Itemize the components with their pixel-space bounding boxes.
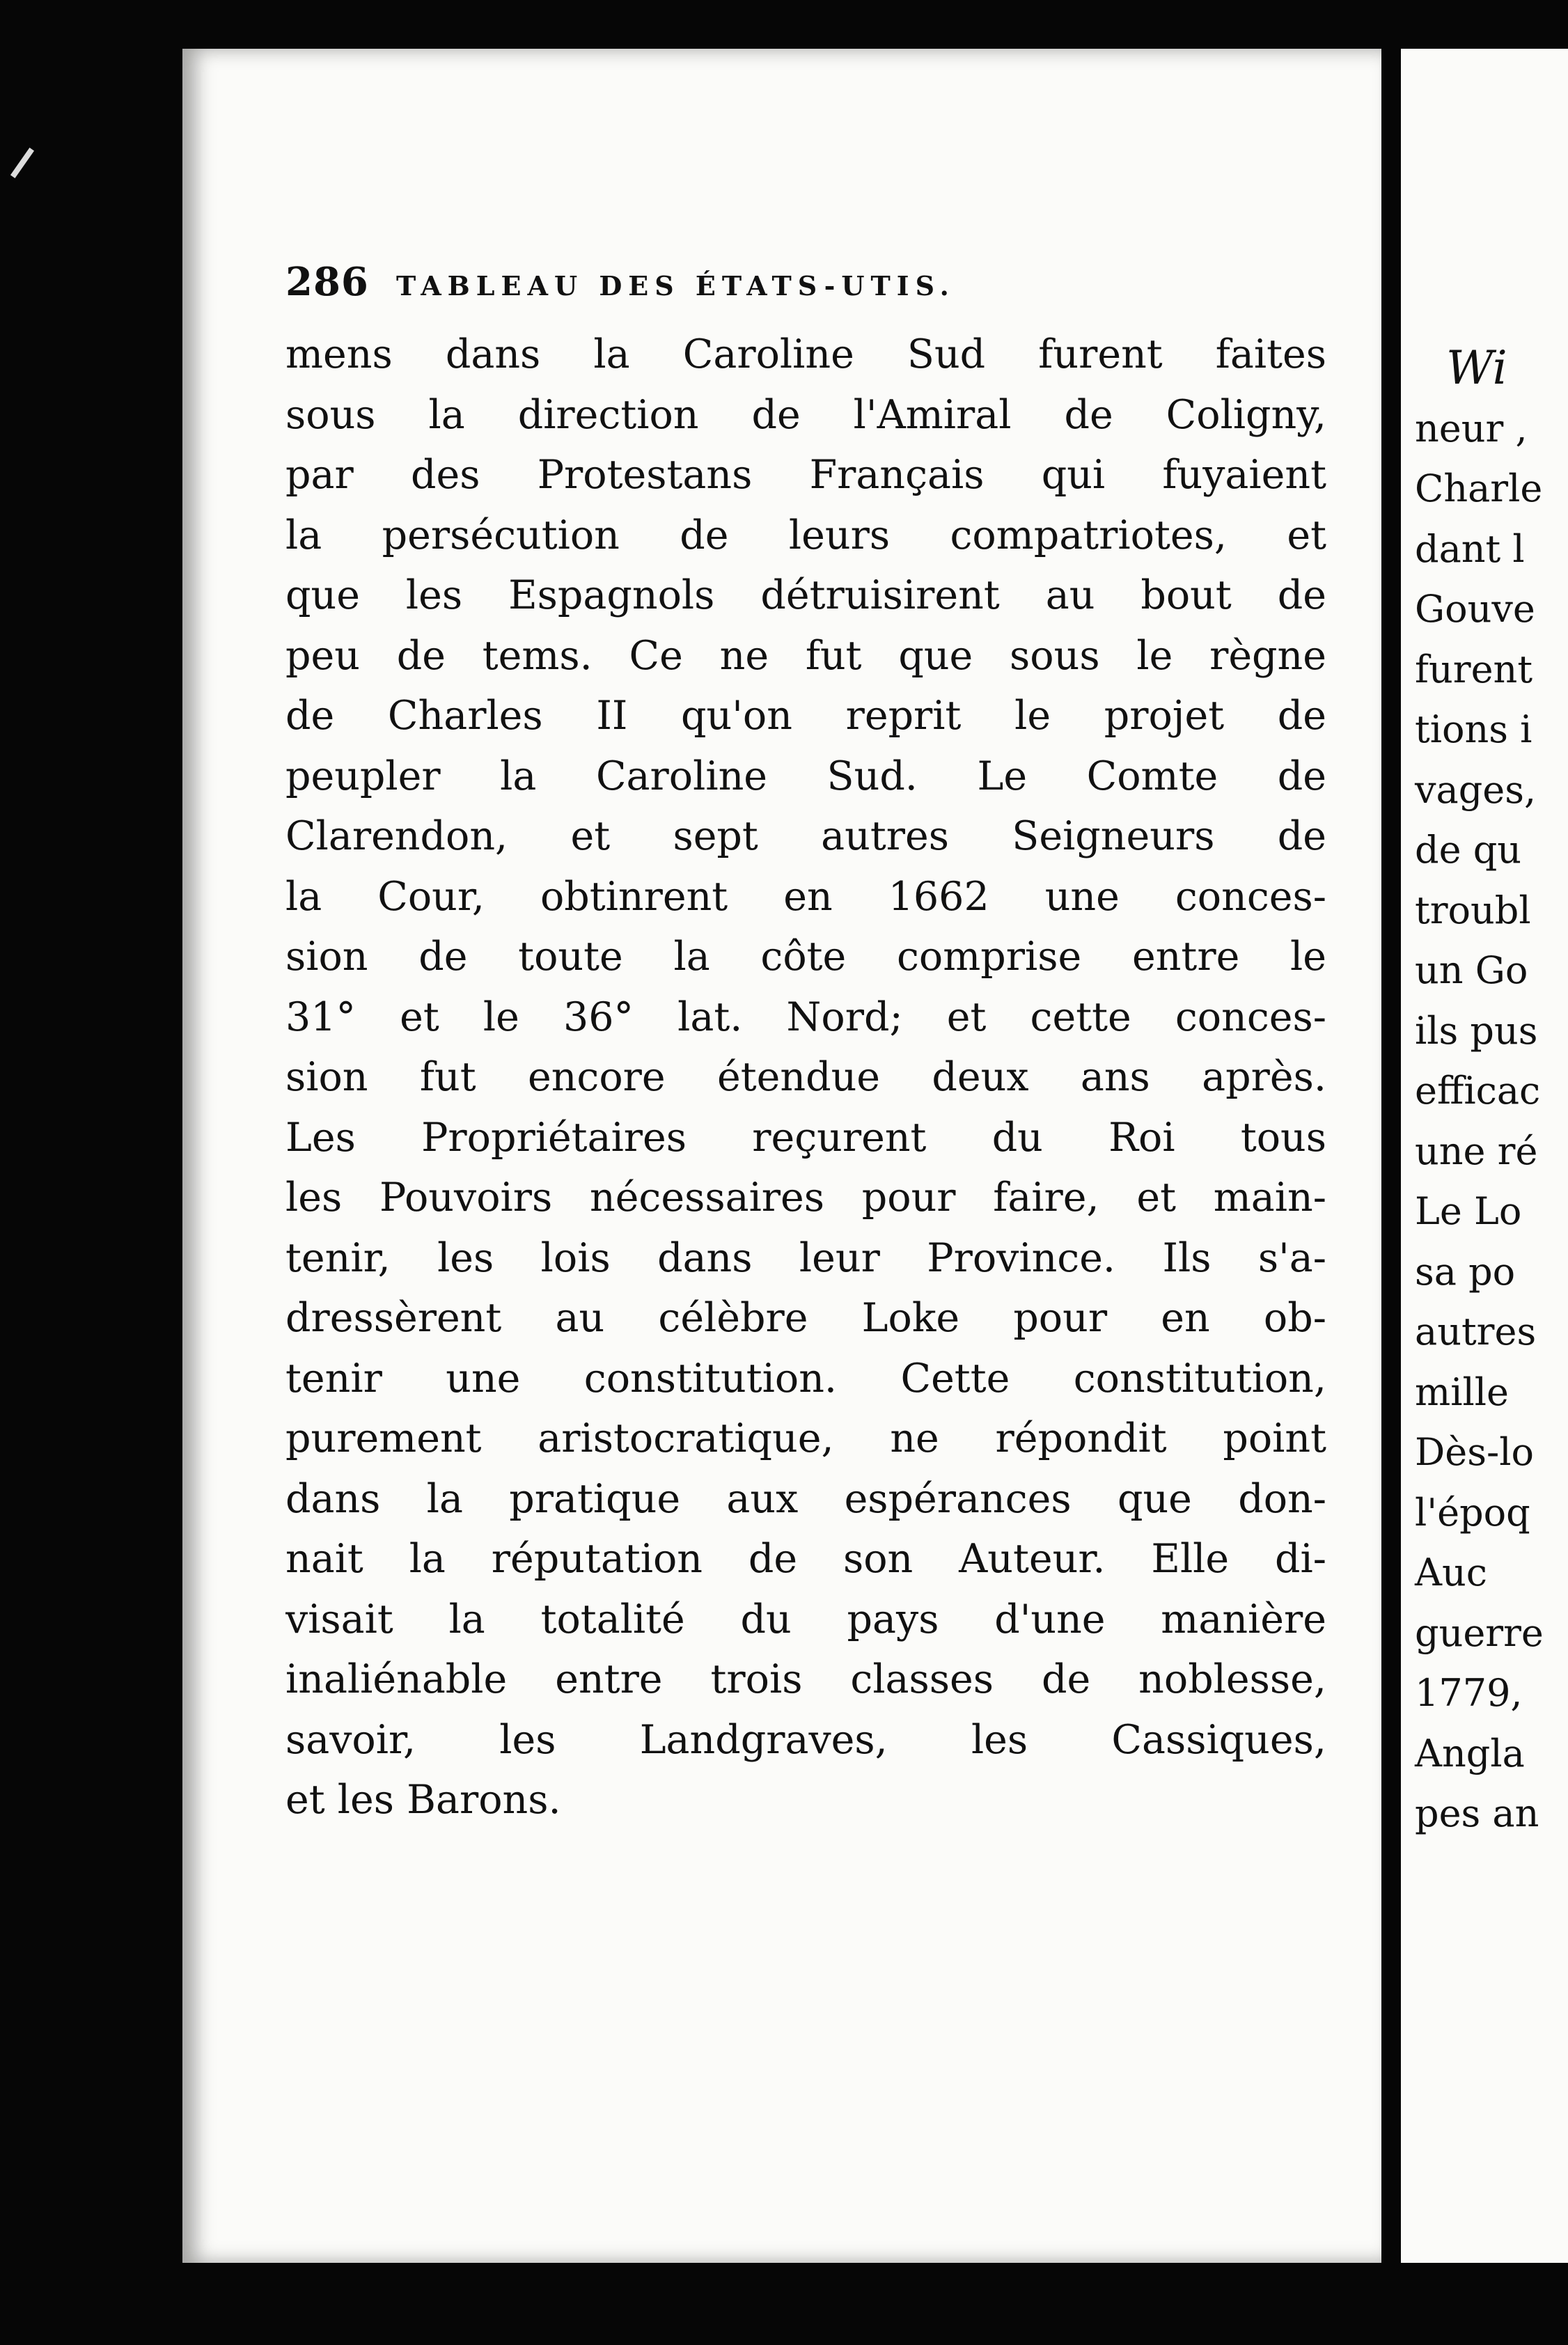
right-page-line: Wi <box>1446 341 1507 395</box>
text-line: peupler la Caroline Sud. Le Comte de <box>285 753 1326 799</box>
text-line: de Charles II qu'on reprit le projet de <box>285 693 1326 739</box>
right-page-line: tions i <box>1415 707 1532 751</box>
right-page-line: une ré <box>1415 1129 1538 1173</box>
page-header <box>285 259 1330 315</box>
scan-artifact <box>10 148 34 178</box>
text-line: visait la totalité du pays d'une manière <box>285 1596 1326 1642</box>
text-line: 31° et le 36° lat. Nord; et cette conces- <box>285 994 1326 1040</box>
right-page-line: dant l <box>1415 526 1525 571</box>
right-page-line: troubl <box>1415 888 1531 932</box>
text-line: peu de tems. Ce ne fut que sous le règne <box>285 632 1326 679</box>
right-page-line: Auc <box>1415 1551 1488 1594</box>
text-line: et les Barons. <box>285 1777 561 1823</box>
right-page-line: de qu <box>1415 828 1522 872</box>
right-page-line: Angla <box>1415 1731 1525 1775</box>
text-line: les Pouvoirs nécessaires pour faire, et main- <box>285 1175 1326 1221</box>
body-text <box>285 324 1326 1830</box>
text-line: que les Espagnols détruisirent au bout de <box>285 572 1326 618</box>
right-page-line: furent <box>1415 647 1533 691</box>
text-line: dressèrent au célèbre Loke pour en ob- <box>285 1295 1326 1341</box>
text-line: savoir, les Landgraves, les Cassiques, <box>285 1716 1326 1763</box>
text-line: nait la réputation de son Auteur. Elle di- <box>285 1536 1326 1582</box>
right-page-line: Dès-lo <box>1415 1430 1534 1474</box>
text-line: mens dans la Caroline Sud furent faites <box>285 331 1326 377</box>
right-page-line: ils pus <box>1415 1008 1538 1053</box>
right-page-line: un Go <box>1415 948 1528 992</box>
text-line: tenir, les lois dans leur Province. Ils s'a- <box>285 1234 1326 1281</box>
right-page-line: mille <box>1415 1370 1509 1414</box>
text-line: Les Propriétaires reçurent du Roi tous <box>285 1114 1326 1161</box>
text-line: sion de toute la côte comprise entre le <box>285 934 1326 980</box>
page-number: 286 <box>285 259 369 305</box>
right-page-line: Gouve <box>1415 587 1535 631</box>
right-page-line: Charle <box>1415 466 1543 510</box>
text-line: inaliénable entre trois classes de noblesse, <box>285 1656 1326 1702</box>
right-page-line: l'époq <box>1415 1490 1530 1535</box>
text-line: par des Protestans Français qui fuyaient <box>285 452 1326 498</box>
right-page-line: pes an <box>1415 1791 1539 1835</box>
running-title: TABLEAU DES ÉTATS-UTIS. <box>396 270 955 301</box>
text-line: sion fut encore étendue deux ans après. <box>285 1054 1326 1100</box>
right-page-line: vages, <box>1415 767 1537 812</box>
text-line: Clarendon, et sept autres Seigneurs de <box>285 813 1326 859</box>
text-line: la persécution de leurs compatriotes, et <box>285 512 1326 558</box>
text-line: dans la pratique aux espérances que don- <box>285 1475 1326 1522</box>
right-page-line: sa po <box>1415 1249 1516 1294</box>
right-page-line: Le Lo <box>1415 1189 1522 1233</box>
right-page-line: neur , <box>1415 406 1528 450</box>
text-line: purement aristocratique, ne répondit point <box>285 1415 1326 1461</box>
right-page-line: 1779, <box>1415 1671 1523 1715</box>
right-page <box>1401 49 1568 2263</box>
right-page-line: autres <box>1415 1310 1537 1354</box>
right-page-line: efficac <box>1415 1069 1541 1113</box>
text-line: tenir une constitution. Cette constitution, <box>285 1355 1326 1402</box>
text-line: sous la direction de l'Amiral de Coligny, <box>285 391 1326 438</box>
right-page-text <box>1415 338 1544 1844</box>
right-page-line: guerre <box>1415 1610 1544 1655</box>
text-line: la Cour, obtinrent en 1662 une conces- <box>285 873 1326 920</box>
